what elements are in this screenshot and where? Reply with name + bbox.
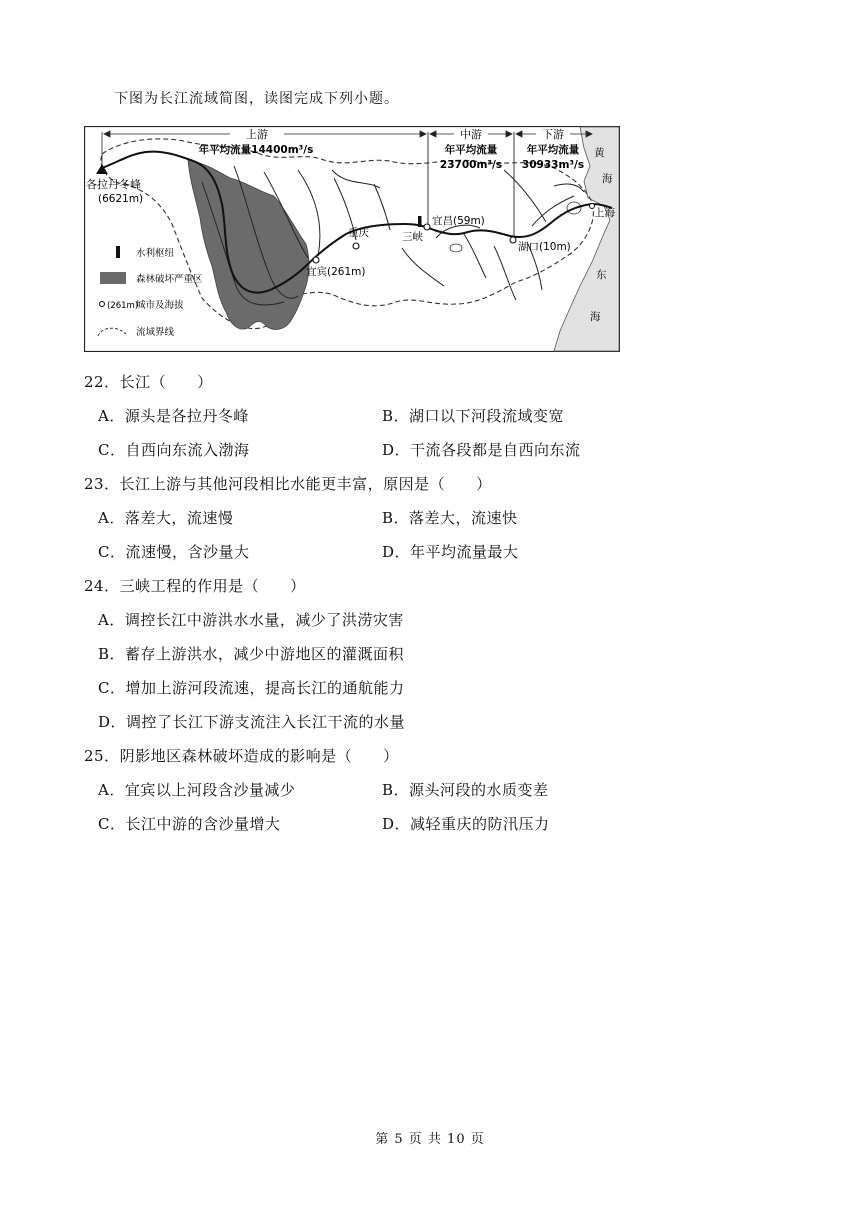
yangtze-basin-map <box>84 126 620 352</box>
legend-forest-symbol <box>100 272 126 284</box>
q25-option-d: D．减轻重庆的防汛压力 <box>382 815 550 833</box>
sea-hai-2: 海 <box>590 311 601 323</box>
yibin-marker <box>313 257 319 263</box>
q23-option-c: C．流速慢，含沙量大 <box>98 543 250 561</box>
q25-option-a: A．宜宾以上河段含沙量减少 <box>98 781 296 799</box>
q25-option-c: C．长江中游的含沙量增大 <box>98 815 281 833</box>
section-lower-flow-value: 30933m³/s <box>521 159 585 171</box>
section-middle-name: 中游 <box>460 128 482 141</box>
dam-marker <box>418 216 422 227</box>
q24-option-b: B．蓄存上游洪水，减少中游地区的灌溉面积 <box>98 645 405 663</box>
city-yibin: 宜宾(261m) <box>306 266 366 278</box>
legend-boundary: 流域界线 <box>136 327 175 338</box>
city-chongqing: 重庆 <box>348 227 369 239</box>
city-sanxia: 三峡 <box>402 231 423 243</box>
intro-text: 下图为长江流域简图，读图完成下列小题。 <box>114 91 399 107</box>
section-middle-flow-label: 年平均流量 <box>444 144 498 156</box>
question-23: 23．长江上游与其他河段相比水能更丰富，原因是（ ） <box>84 475 492 493</box>
source-elevation: (6621m) <box>98 193 144 205</box>
legend-city-symbol <box>100 302 105 307</box>
q24-option-d: D．调控了长江下游支流注入长江干流的水量 <box>98 713 406 731</box>
section-upper-flow: 年平均流量14400m³/s <box>198 144 314 156</box>
section-lower-name: 下游 <box>542 128 564 141</box>
map-svg <box>84 126 620 352</box>
question-24: 24．三峡工程的作用是（ ） <box>84 577 306 595</box>
sea-hai-1: 海 <box>602 173 613 185</box>
legend-forest: 森林破坏严重区 <box>136 274 203 285</box>
legend-dam: 水利枢纽 <box>136 248 175 259</box>
q23-option-b: B．落差大，流速快 <box>382 509 518 527</box>
q24-option-c: C．增加上游河段流速，提高长江的通航能力 <box>98 679 405 697</box>
section-upper-name: 上游 <box>246 128 268 141</box>
hukou-marker <box>510 237 516 243</box>
source-name: 各拉丹冬峰 <box>86 178 141 191</box>
q22-option-c: C．自西向东流入渤海 <box>98 441 250 459</box>
q22-option-a: A．源头是各拉丹冬峰 <box>98 407 249 425</box>
q23-option-d: D．年平均流量最大 <box>382 543 519 561</box>
chongqing-marker <box>353 243 359 249</box>
q22-option-b: B．湖口以下河段流域变宽 <box>382 407 565 425</box>
yichang-marker <box>424 224 430 230</box>
city-shanghai: 上海 <box>594 207 615 219</box>
legend-city-prefix: (261m) <box>107 301 139 311</box>
section-middle-flow-value: 23700m³/s <box>439 159 503 171</box>
q24-option-a: A．调控长江中游洪水水量，减少了洪涝灾害 <box>98 611 404 629</box>
q23-option-a: A．落差大，流速慢 <box>98 509 234 527</box>
legend-dam-symbol <box>116 246 120 258</box>
q22-option-d: D．干流各段都是自西向东流 <box>382 441 581 459</box>
section-lower-flow-label: 年平均流量 <box>526 144 580 156</box>
sea-huang: 黄 <box>594 147 605 159</box>
q25-option-b: B．源头河段的水质变差 <box>382 781 549 799</box>
legend-city: 城市及海拔 <box>136 300 184 311</box>
page-footer: 第 5 页 共 10 页 <box>375 1132 485 1147</box>
question-25: 25．阴影地区森林破坏造成的影响是（ ） <box>84 747 399 765</box>
city-yichang: 宜昌(59m) <box>432 215 485 227</box>
sea-dong: 东 <box>596 269 607 281</box>
city-hukou: 湖口(10m) <box>518 241 571 253</box>
question-22: 22．长江（ ） <box>84 373 213 391</box>
